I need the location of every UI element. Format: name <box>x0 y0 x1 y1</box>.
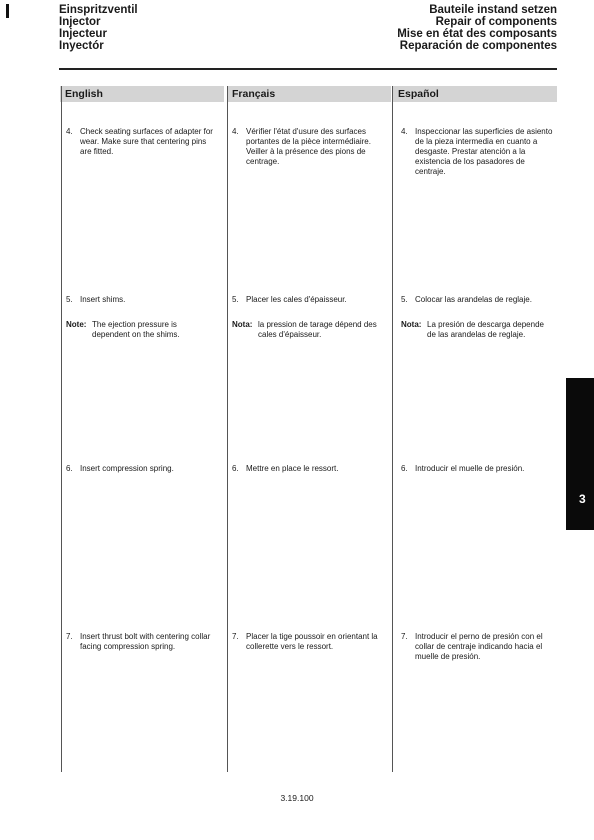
chapter-tab-label: 3 <box>579 492 586 506</box>
step-number: 5. <box>232 295 239 304</box>
step-7-french <box>232 632 384 652</box>
header-left-line: Inyectór <box>59 40 104 52</box>
step-number: 7. <box>66 632 73 641</box>
header-left-line: Injecteur <box>59 28 107 40</box>
column-divider <box>392 86 393 772</box>
step-text: Introducir el perno de presión con el collar de centraje indicando hacia el muelle de presión. <box>415 632 543 661</box>
step-number: 5. <box>66 295 73 304</box>
note-text: la pression de tarage dépend des cales d'épaisseur. <box>258 320 377 339</box>
note-label: Nota: <box>401 320 422 329</box>
note-english <box>66 320 216 340</box>
step-text: Colocar las arandelas de reglaje. <box>415 295 532 304</box>
step-text: Insert compression spring. <box>80 464 174 473</box>
step-number: 7. <box>232 632 239 641</box>
step-number: 6. <box>66 464 73 473</box>
column-divider <box>61 86 62 772</box>
step-number: 4. <box>232 127 239 136</box>
step-text: Introducir el muelle de presión. <box>415 464 525 473</box>
step-5-spanish <box>401 295 553 305</box>
step-number: 6. <box>232 464 239 473</box>
note-french <box>232 320 382 340</box>
column-english <box>60 86 224 102</box>
corner-mark <box>6 4 9 18</box>
column-divider <box>227 86 228 772</box>
step-number: 5. <box>401 295 408 304</box>
step-7-english <box>66 632 218 652</box>
step-7-spanish <box>401 632 553 662</box>
page-number: 3.19.100 <box>280 793 314 803</box>
step-5-french <box>232 295 384 305</box>
header-title-right <box>397 4 557 52</box>
step-number: 4. <box>66 127 73 136</box>
step-5-english <box>66 295 218 305</box>
step-text: Placer la tige poussoir en orientant la collerette vers le ressort. <box>246 632 378 651</box>
step-text: Inspeccionar las superficies de asiento de la pieza intermedia en cuanto a desgaste. Prestar atención a la existencia de los pasadores de centraje. <box>415 127 553 176</box>
step-text: Vérifier l'état d'usure des surfaces portantes de la pièce intermédiaire. Veiller à la présence des pions de centrage. <box>246 127 371 166</box>
chapter-tab <box>566 378 594 530</box>
header-right-line: Repair of components <box>435 16 557 28</box>
step-text: Mettre en place le ressort. <box>246 464 339 473</box>
step-4-french <box>232 127 384 167</box>
column-spanish <box>393 86 557 102</box>
note-spanish <box>401 320 551 340</box>
header-left-line: Einspritzventil <box>59 4 138 16</box>
step-number: 7. <box>401 632 408 641</box>
note-label: Note: <box>66 320 87 329</box>
step-6-english <box>66 464 218 474</box>
column-french <box>227 86 391 102</box>
column-header-french: Français <box>227 86 391 102</box>
note-text: The ejection pressure is dependent on the shims. <box>92 320 180 339</box>
step-6-french <box>232 464 384 474</box>
step-4-english <box>66 127 218 157</box>
header-right-line: Reparación de componentes <box>399 40 557 52</box>
header-right-line: Mise en état des composants <box>397 28 557 40</box>
header-divider <box>59 68 557 70</box>
step-6-spanish <box>401 464 553 474</box>
header-title-left <box>59 4 138 52</box>
step-text: Insert thrust bolt with centering collar facing compression spring. <box>80 632 211 651</box>
note-text: La presión de descarga depende de las arandelas de reglaje. <box>427 320 544 339</box>
note-label: Nota: <box>232 320 253 329</box>
header-left-line: Injector <box>59 16 101 28</box>
column-header-english: English <box>60 86 224 102</box>
step-text: Check seating surfaces of adapter for wear. Make sure that centering pins are fitted. <box>80 127 213 156</box>
header-right-line: Bauteile instand setzen <box>429 4 557 16</box>
step-text: Placer les cales d'épaisseur. <box>246 295 347 304</box>
step-text: Insert shims. <box>80 295 126 304</box>
column-header-spanish: Español <box>393 86 557 102</box>
step-number: 6. <box>401 464 408 473</box>
step-number: 4. <box>401 127 408 136</box>
step-4-spanish <box>401 127 553 177</box>
